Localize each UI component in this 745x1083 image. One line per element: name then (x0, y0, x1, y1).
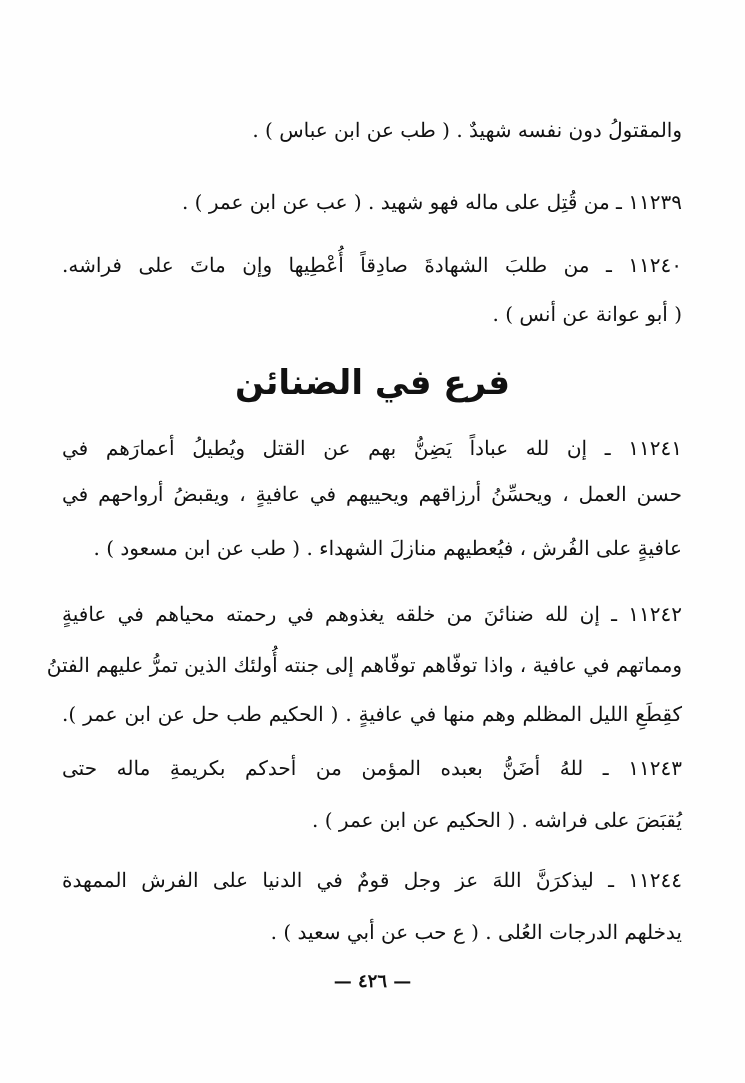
hadith-11244 (46, 0, 682, 960)
text-line: ومماتهم في عافية ، واذا توفّاهم توفّاهم إلى جنته أُولئك الذين تمرُّ عليهم الفتنُ (46, 653, 682, 677)
text-line: يدخلهم الدرجات العُلى . ( ع حب عن أبي سعيد ) . (270, 920, 682, 944)
text-line: ١١٢٤٣ ـ للهُ أضَنُّ بعبده المؤمن من أحدكم بكريمةِ ماله حتى (62, 756, 682, 780)
text-line: حسن العمل ، ويحسِّنُ أرزاقهم ويحييهم في عافيةٍ ، ويقبضُ أرواحهم في (62, 482, 682, 506)
section-heading: فرع في الضنائن (235, 363, 510, 403)
text-line: والمقتولُ دون نفسه شهيدٌ . ( طب عن ابن عباس ) . (252, 118, 682, 142)
text-line: عافيةٍ على الفُرش ، فيُعطيهم منازلَ الشهداء . ( طب عن ابن مسعود ) . (93, 536, 682, 560)
text-line: ١١٢٤١ ـ إن لله عباداً يَضِنُّ بهم عن القتل ويُطيلُ أعمارَهم في (62, 436, 682, 460)
page-number: — ٤٢٦ — (333, 971, 412, 992)
hadith-11240: ١١٢٤٠ ـ من طلبَ الشهادةَ صادِقاً أُعْطِيها وإن ماتَ على فراشه. (62, 253, 682, 277)
hadith-11239: ١١٢٣٩ ـ من قُتِل على ماله فهو شهيد . ( عب عن ابن عمر ) . (181, 190, 682, 214)
hadith-11240-source: ( أبو عوانة عن أنس ) . (492, 302, 682, 326)
text-line: ١١٢٤٢ ـ إن لله ضنائنَ من خلقه يغذوهم في رحمته محياهم في عافيةٍ (62, 602, 682, 626)
text-line: ١١٢٤٤ ـ ليذكرَنَّ اللهَ عز وجل قومٌ في الدنيا على الفرش الممهدة (62, 868, 682, 892)
text-line: يُقبَضَ على فراشه . ( الحكيم عن ابن عمر ) . (312, 808, 682, 832)
text-line: كقِطَعِ الليل المظلم وهم منها في عافيةٍ . ( الحكيم طب حل عن ابن عمر ). (62, 702, 682, 726)
